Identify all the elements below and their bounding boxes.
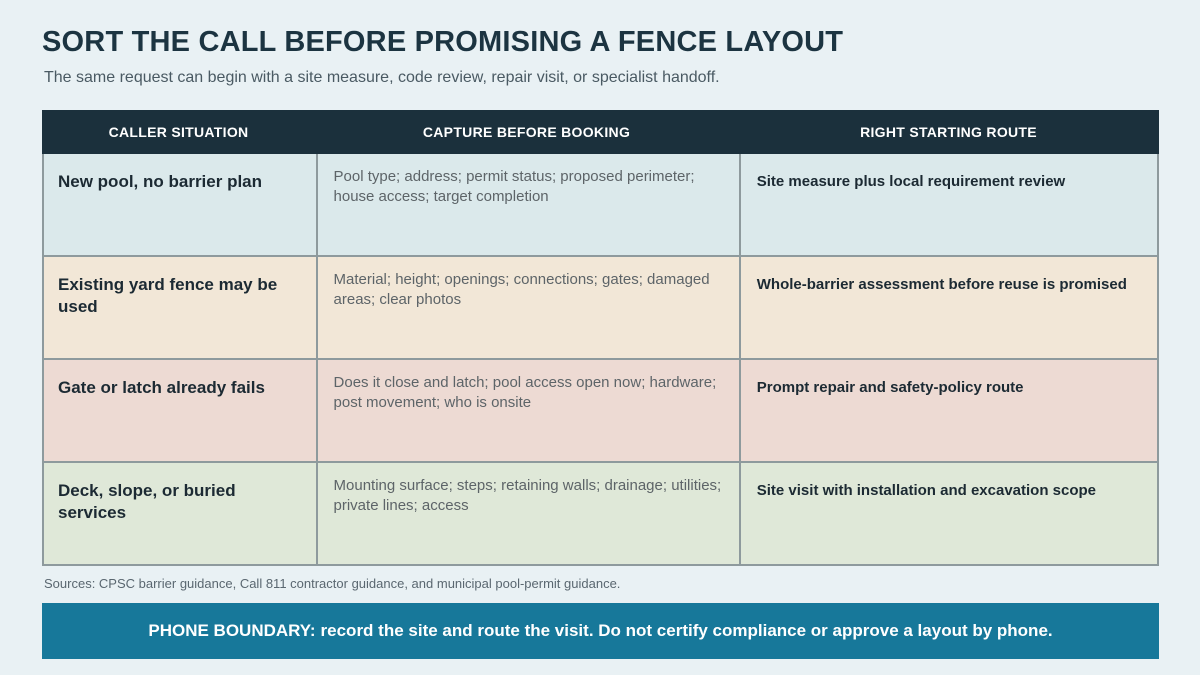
- routing-table: [42, 110, 1159, 566]
- table-header: [42, 110, 1159, 154]
- page-title: SORT THE CALL BEFORE PROMISING A FENCE LAYOUT: [42, 26, 844, 58]
- caller-situation-cell: Gate or latch already fails: [58, 378, 265, 397]
- caller-situation-cell: Deck, slope, or buried services: [58, 481, 236, 522]
- table-row: [42, 463, 1159, 566]
- route-cell: Site visit with installation and excavation scope: [739, 463, 1157, 564]
- sources-note: Sources: CPSC barrier guidance, Call 811 contractor guidance, and municipal pool-permit guidance.: [44, 576, 621, 591]
- capture-cell: Mounting surface; steps; retaining walls; drainage; utilities; private lines; access: [316, 463, 739, 564]
- table-row: [42, 360, 1159, 463]
- header-caller-situation: CALLER SITUATION: [108, 124, 249, 140]
- route-cell: Prompt repair and safety-policy route: [739, 360, 1157, 461]
- table-row: [42, 257, 1159, 360]
- capture-cell: Does it close and latch; pool access open now; hardware; post movement; who is onsite: [316, 360, 739, 461]
- phone-boundary-banner: [42, 603, 1159, 659]
- header-capture-before-booking: CAPTURE BEFORE BOOKING: [422, 124, 631, 140]
- route-cell: Whole-barrier assessment before reuse is promised: [739, 257, 1157, 358]
- page-subtitle: The same request can begin with a site measure, code review, repair visit, or specialist handoff.: [44, 69, 720, 86]
- header-right-starting-route: RIGHT STARTING ROUTE: [860, 124, 1037, 140]
- boundary-text: record the site and route the visit. Do not certify compliance or approve a layout by phone.: [320, 621, 1053, 640]
- capture-cell: Pool type; address; permit status; proposed perimeter; house access; target completion: [316, 154, 739, 255]
- table-row: [42, 154, 1159, 257]
- caller-situation-cell: New pool, no barrier plan: [58, 172, 263, 191]
- boundary-label: PHONE BOUNDARY:: [148, 621, 316, 640]
- route-cell: Site measure plus local requirement review: [739, 154, 1157, 255]
- caller-situation-cell: Existing yard fence may be used: [58, 275, 278, 316]
- capture-cell: Material; height; openings; connections; gates; damaged areas; clear photos: [316, 257, 739, 358]
